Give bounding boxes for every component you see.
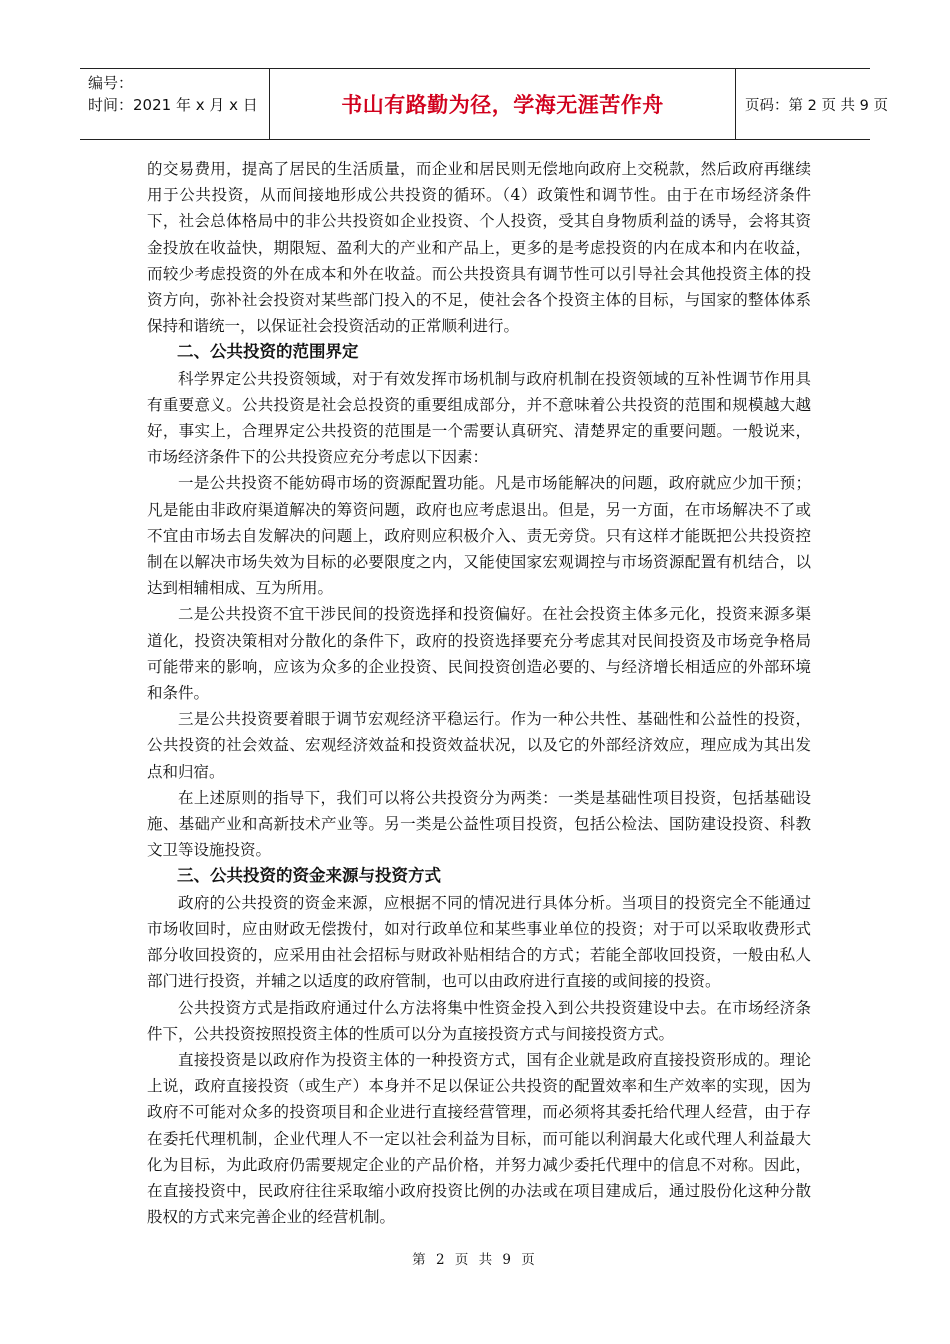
header-meta xyxy=(80,69,270,139)
body-paragraph: 直接投资是以政府作为投资主体的一种投资方式，国有企业就是政府直接投资形成的。理论上说，政府直接投资（或生产）本身并不足以保证公共投资的配置效率和生产效率的实现，因为政府不可能对众多的投资项目和企业进行直接经营管理，而必须将其委托给代理人经营，由于存在委托代理机制，企业代理人不一定以社会利益为目标，而可能以利润最大化或代理人利益最大化为目标，为此政府仍需要规定企业的产品价格，并努力减少委托代理中的信息不对称。因此，在直接投资中，民政府往往采取缩小政府投资比例的办法或在项目建成后，通过股份化这种分散股权的方式来完善企业的经营机制。 xyxy=(147,1050,811,1227)
section-heading: 三、公共投资的资金来源与投资方式 xyxy=(177,866,441,886)
page-footer: 第 2 页 共 9 页 xyxy=(412,1252,538,1268)
body-paragraph: 在上述原则的指导下，我们可以将公共投资分为两类：一类是基础性项目投资，包括基础设施、基础产业和高新技术产业等。另一类是公益性项目投资，包括公检法、国防建设投资、科教文卫等设施投资。 xyxy=(147,788,811,860)
header-motto: 书山有路勤为径，学海无涯苦作舟 xyxy=(270,69,736,139)
page-header xyxy=(80,68,888,140)
document-date: 时间：2021 年 x 月 x 日 xyxy=(88,96,258,114)
section-heading: 二、公共投资的范围界定 xyxy=(177,342,359,362)
body-paragraph: 政府的公共投资的资金来源，应根据不同的情况进行具体分析。当项目的投资完全不能通过市场收回时，应由财政无偿拨付，如对行政单位和某些事业单位的投资；对于可以采取收费形式部分收回投资的，应采用由社会招标与财政补贴相结合的方式；若能全部收回投资，一般由私人部门进行投资，并辅之以适度的政府管制，也可以由政府进行直接的或间接的投资。 xyxy=(147,893,811,991)
document-number-label: 编号： xyxy=(88,74,134,92)
body-paragraph: 公共投资方式是指政府通过什么方法将集中性资金投入到公共投资建设中去。在市场经济条件下，公共投资按照投资主体的性质可以分为直接投资方式与间接投资方式。 xyxy=(147,998,811,1043)
document-body xyxy=(147,156,811,1230)
body-paragraph: 二是公共投资不宜干涉民间的投资选择和投资偏好。在社会投资主体多元化，投资来源多渠道化，投资决策相对分散化的条件下，政府的投资选择要充分考虑其对民间投资及市场竞争格局可能带来的影响，应该为众多的企业投资、民间投资创造必要的、与经济增长相适应的外部环境和条件。 xyxy=(147,605,811,703)
body-paragraph: 科学界定公共投资领域，对于有效发挥市场机制与政府机制在投资领域的互补性调节作用具有重要意义。公共投资是社会总投资的重要组成部分，并不意味着公共投资的范围和规模越大越好，事实上，合理界定公共投资的范围是一个需要认真研究、清楚界定的重要问题。一般说来，市场经济条件下的公共投资应充分考虑以下因素： xyxy=(147,369,811,467)
header-page-info: 页码：第 2 页 共 9 页 xyxy=(745,97,888,114)
body-paragraph: 三是公共投资要着眼于调节宏观经济平稳运行。作为一种公共性、基础性和公益性的投资，公共投资的社会效益、宏观经济效益和投资效益状况，以及它的外部经济效应，理应成为其出发点和归宿。 xyxy=(147,710,811,781)
body-paragraph: 的交易费用，提高了居民的生活质量，而企业和居民则无偿地向政府上交税款，然后政府再继续用于公共投资，从而间接地形成公共投资的循环。（4）政策性和调节性。由于在市场经济条件下，社会总体格局中的非公共投资如企业投资、个人投资，受其自身物质利益的诱导，会将其资金投放在收益快，期限短、盈利大的产业和产品上，更多的是考虑投资的内在成本和内在收益，而较少考虑投资的外在成本和外在收益。而公共投资具有调节性可以引导社会其他投资主体的投资方向，弥补社会投资对某些部门投入的不足，使社会各个投资主体的目标，与国家的整体体系保持和谐统一，以保证社会投资活动的正常顺利进行。 xyxy=(147,160,811,336)
body-paragraph: 一是公共投资不能妨碍市场的资源配置功能。凡是市场能解决的问题，政府就应少加干预；凡是能由非政府渠道解决的筹资问题，政府也应考虑退出。但是，另一方面，在市场解决不了或不宜由市场去自发解决的问题上，政府则应积极介入、责无旁贷。只有这样才能既把公共投资控制在以解决市场失效为目标的必要限度之内，又能使国家宏观调控与市场资源配置有机结合，以达到相辅相成、互为所用。 xyxy=(147,474,811,598)
